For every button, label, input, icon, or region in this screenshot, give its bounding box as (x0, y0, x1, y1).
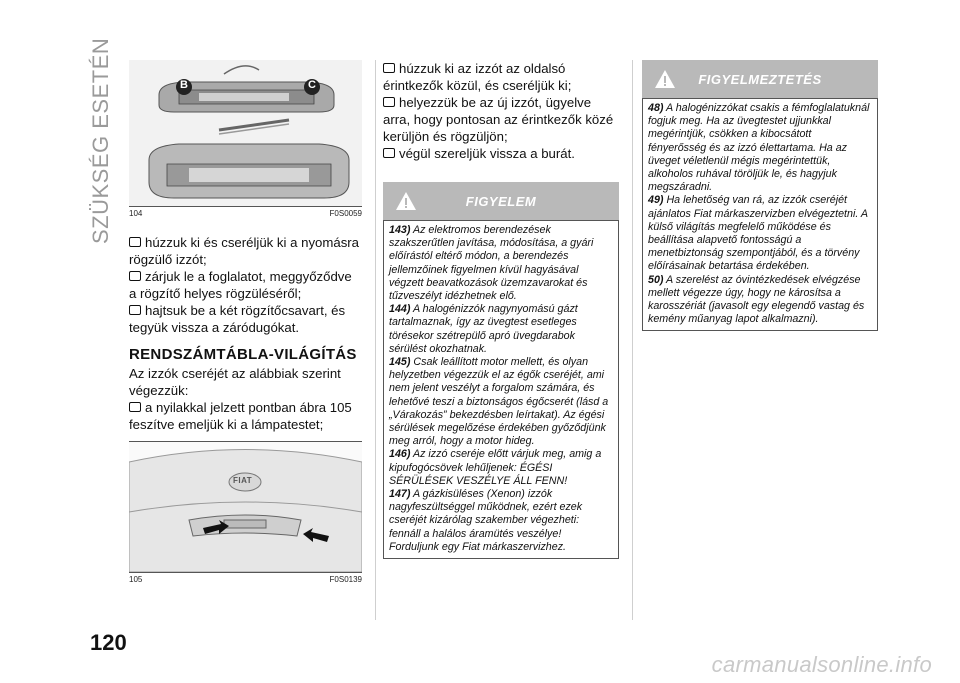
list-item-text: húzzuk ki az izzót az oldalsó érintkezők közül, és cseréljük ki; (383, 61, 572, 93)
notice-note (648, 194, 872, 273)
bullet-icon (383, 63, 395, 73)
note-number: 143) (389, 224, 411, 236)
list-item (383, 60, 619, 94)
figure-105-code: F0S0139 (329, 575, 362, 584)
note-number: 50) (648, 273, 664, 286)
bullet-icon (129, 271, 141, 281)
callout-c: C (308, 79, 316, 91)
note-text: Az elektromos berendezések szakszerűtlen javítása, módosítása, a gyári előírástól eltérő módon, a berendezés jellemzőinek figyelmen kívül hagyásával végzett beavatkozások üzemzavarokat és tűzveszélyt idézhetnek elő. (389, 224, 594, 303)
warning-note (389, 488, 613, 554)
section-side-title (88, 37, 114, 244)
figure-104-caption (129, 209, 362, 218)
note-text: A szerelést az óvintézkedések elvégzése mellett végezze úgy, hogy ne károsítsa a karosszériát (javasolt egy elegendő vastag és kemény műanyag lapot alkalmazni). (648, 273, 865, 326)
notice-note (648, 102, 872, 194)
figure-105-number: 105 (129, 575, 143, 584)
bullet-icon (129, 402, 141, 412)
note-number: 146) (389, 448, 411, 461)
list-item-text: a nyilakkal jelzett pontban ábra 105 feszítve emeljük ki a lámpatestet; (129, 400, 352, 432)
note-text: A halogénizzókat csakis a fémfoglalatuknál fogjuk meg. Ha az üvegtestet ujjunkkal megérintjük, csökken a kibocsátott fényerősség és az izzó élettartama. Ha az üveget véletlenül mégis megérintettük, alkoholos ruhával töröljük le, és hagyjuk megszáradni. (648, 102, 870, 194)
figure-105-image (129, 442, 362, 572)
note-number: 144) (389, 303, 411, 316)
section-heading: RENDSZÁMTÁBLA-VILÁGÍTÁS (129, 346, 357, 363)
warning-note (389, 224, 613, 303)
note-number: 48) (648, 102, 664, 114)
list-item-text: végül szereljük vissza a burát. (399, 146, 575, 161)
fiat-logo: FIAT (233, 476, 253, 485)
list-item (383, 94, 619, 145)
figure-105 (129, 442, 362, 572)
warning-note (389, 448, 613, 488)
note-text: Az izzó cseréje előtt várjuk meg, amig a kipufogócsövek lehűljenek: ÉGÉSI SÉRÜLÉSEK VESZÉLYE ÁLL FENN! (389, 448, 602, 487)
list-item (129, 302, 362, 336)
bullet-icon (383, 97, 395, 107)
callout-b: B (180, 79, 188, 91)
figure-105-caption (129, 575, 362, 584)
note-text: Csak leállított motor mellett, és olyan helyzetben végezzük el az égők cseréjét, ami nem jelent veszélyt a forgalom számára, és lehetővé teszi a biztonságos égőcserét (lásd a „Várakozás” bekezdésben leírtakat). Az égési sérülések megelőzése érdekében győződjünk meg arról, hogy a motor hideg. (389, 356, 609, 448)
section-title-text: SZÜKSÉG ESETÉN (88, 37, 113, 244)
notice-note (648, 274, 872, 327)
page-number: 120 (90, 630, 127, 655)
bullet-icon (383, 148, 395, 158)
warning-header (383, 182, 619, 220)
notice-title: FIGYELMEZTETÉS (698, 72, 822, 87)
warning-title: FIGYELEM (465, 194, 537, 209)
column-divider (632, 60, 633, 620)
note-text: A gázkisüléses (Xenon) izzók nagyfeszültséggel működnek, ezért ezek cseréjét kizárólag szakember végezheti: fennáll a halálos áramütés veszélye! Forduljunk egy Fiat márkaszervizhez. (389, 488, 583, 553)
note-text: A halogénizzók nagynyomású gázt tartalmaznak, így az üvegtest esetleges törésekor szétrepülő apró üvegdarabok sérülést okozhatnak. (389, 303, 578, 355)
list-item-text: húzzuk ki és cseréljük ki a nyomásra rögzülő izzót; (129, 235, 360, 267)
warning-note (389, 356, 613, 448)
watermark-text: carmanualsonline.info (711, 652, 932, 677)
list-item-text: hajtsuk be a két rögzítőcsavart, és tegyük vissza a záródugókat. (129, 303, 346, 335)
notice-header (642, 60, 878, 98)
figure-104-rule (129, 206, 362, 207)
notice-box (642, 98, 878, 331)
warning-box (383, 220, 619, 559)
figure-105-rule (129, 572, 362, 573)
figure-104-number: 104 (129, 209, 143, 218)
note-number: 147) (389, 488, 411, 501)
bullet-icon (129, 305, 141, 315)
note-number: 145) (389, 356, 411, 369)
list-item (129, 268, 362, 302)
figure-104-code: F0S0059 (329, 209, 362, 218)
figure-104 (129, 60, 362, 206)
note-text: Ha lehetőség van rá, az izzók cseréjét ajánlatos Fiat márkaszervizben elvégeztetni. A külső világítás megfelelő működése és beállítása alapvető fontosságú a menetbiztonság szempontjából, és a törvény előírásainak betartása érdekében. (648, 194, 868, 273)
list-item (129, 399, 362, 433)
column-middle (383, 60, 619, 559)
list-item (383, 145, 619, 162)
bullet-icon (129, 237, 141, 247)
column-right (642, 60, 878, 331)
intro-paragraph: Az izzók cseréjét az alábbiak szerint végezzük: (129, 366, 341, 398)
note-number: 49) (648, 194, 664, 207)
list-item-text: helyezzük be az új izzót, ügyelve arra, hogy pontosan az érintkezők közé kerüljön és rögzüljön; (383, 95, 614, 144)
column-divider (375, 60, 376, 620)
figure-104-image (129, 60, 362, 206)
list-item-text: zárjuk le a foglalatot, meggyőződve a rögzítő helyes rögzüléséről; (129, 269, 352, 301)
warning-note (389, 303, 613, 356)
list-item (129, 234, 362, 268)
column-left (129, 60, 362, 584)
